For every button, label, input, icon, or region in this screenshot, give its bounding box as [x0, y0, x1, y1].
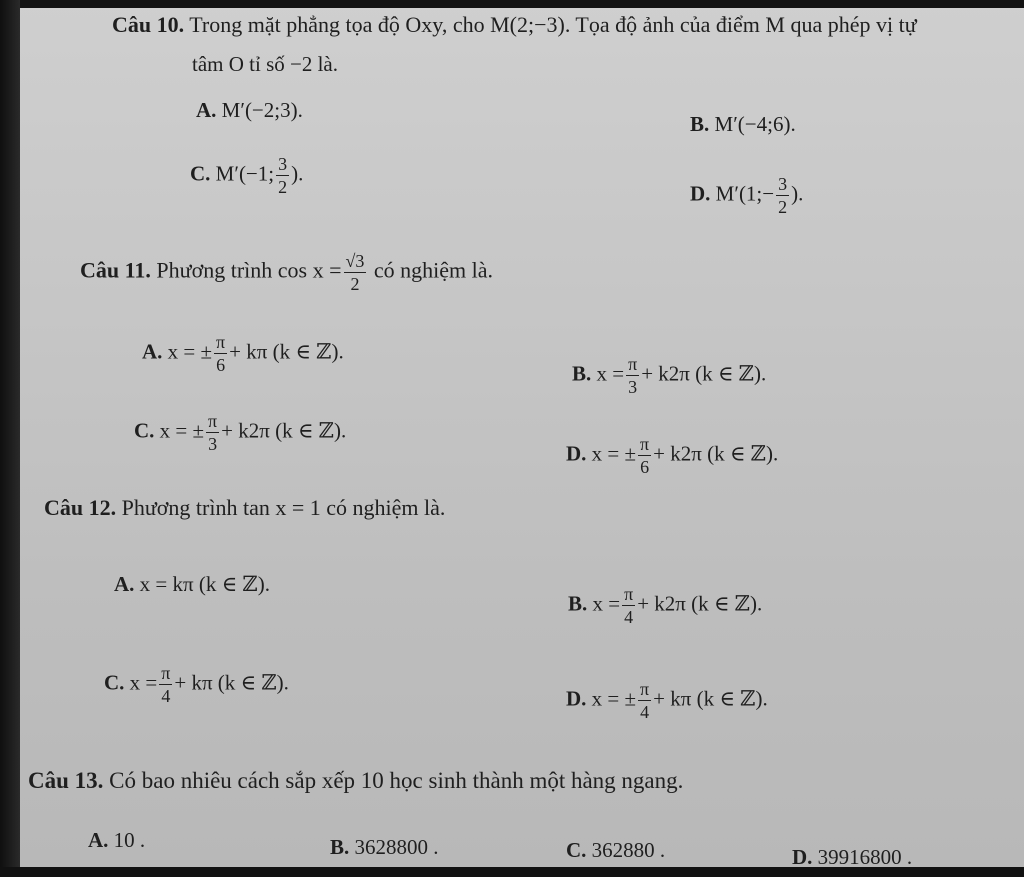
- option-text: x =: [129, 670, 158, 695]
- question-label: Câu 10.: [112, 12, 185, 37]
- question-text: Có bao nhiêu cách sắp xếp 10 học sinh thành một hàng ngang.: [109, 768, 684, 793]
- fraction: $\frac{\pi}{4}$: [624, 584, 634, 627]
- option-letter: C.: [566, 838, 587, 862]
- option-letter: D.: [792, 845, 813, 869]
- q11-option-a[interactable]: [142, 333, 344, 374]
- option-letter: A.: [196, 98, 217, 122]
- fraction: $\frac{\pi}{6}$: [216, 332, 226, 375]
- option-text: 39916800 .: [817, 845, 913, 869]
- q13-option-b[interactable]: [330, 835, 439, 860]
- photo-edge-top: [0, 0, 1024, 8]
- option-text: x = ±: [167, 339, 213, 364]
- option-text: x = ±: [591, 441, 637, 466]
- q10-option-b[interactable]: [690, 112, 796, 137]
- question-text: Phương trình tan x = 1 có nghiệm là.: [121, 495, 446, 520]
- option-letter: D.: [566, 686, 587, 711]
- option-text: M′(1;−: [715, 181, 775, 206]
- option-text: 10 .: [113, 828, 146, 852]
- option-text: 362880 .: [591, 838, 666, 862]
- option-text: + k2π (k ∈ ℤ).: [637, 591, 763, 616]
- fraction: $\frac{\pi}{4}$: [161, 663, 171, 706]
- option-letter: B.: [572, 361, 592, 386]
- option-text: x = ±: [591, 686, 637, 711]
- option-text: x =: [592, 591, 621, 616]
- option-letter: C.: [134, 418, 155, 443]
- question-text: Trong mặt phẳng tọa độ Oxy, cho M(2;−3). Tọa độ ảnh của điểm M qua phép vị tự: [189, 12, 917, 37]
- fraction: $\frac{\pi}{6}$: [640, 434, 650, 477]
- q10-option-a[interactable]: [196, 98, 303, 123]
- q12-option-c[interactable]: [104, 664, 289, 705]
- option-letter: B.: [690, 112, 710, 136]
- question-10-line2: [192, 52, 338, 77]
- fraction: $\frac{\pi}{3}$: [628, 354, 638, 397]
- q13-option-d[interactable]: [792, 845, 912, 870]
- option-text: x = ±: [159, 418, 205, 443]
- option-letter: A.: [142, 339, 163, 364]
- option-text: + kπ (k ∈ ℤ).: [229, 339, 344, 364]
- question-label: Câu 13.: [28, 768, 104, 793]
- q12-option-d[interactable]: [566, 680, 768, 721]
- question-label: Câu 11.: [80, 257, 151, 283]
- q12-option-a[interactable]: [114, 572, 270, 597]
- q11-option-c[interactable]: [134, 412, 346, 453]
- q11-option-b[interactable]: [572, 355, 766, 396]
- q12-option-b[interactable]: [568, 585, 762, 626]
- option-letter: D.: [566, 441, 587, 466]
- fraction: $\frac{√3}{2}$: [345, 251, 365, 294]
- question-10: [112, 12, 917, 38]
- option-text: M′(−1;: [215, 161, 275, 186]
- option-letter: B.: [568, 591, 588, 616]
- question-text: tâm O tỉ số −2 là.: [192, 52, 338, 76]
- q10-option-c[interactable]: [190, 155, 303, 196]
- option-text: ).: [791, 181, 804, 206]
- option-text: M′(−4;6).: [714, 112, 796, 136]
- option-letter: C.: [104, 670, 125, 695]
- option-letter: C.: [190, 161, 211, 186]
- option-text: x =: [596, 361, 625, 386]
- option-letter: A.: [114, 572, 135, 596]
- question-text: Phương trình cos x =: [156, 257, 342, 283]
- option-letter: B.: [330, 835, 350, 859]
- question-12: [44, 495, 445, 521]
- option-text: ).: [291, 161, 304, 186]
- option-text: + k2π (k ∈ ℤ).: [641, 361, 767, 386]
- photo-edge-left: [0, 0, 20, 877]
- option-text: x = kπ (k ∈ ℤ).: [139, 572, 270, 596]
- option-text: + kπ (k ∈ ℤ).: [174, 670, 289, 695]
- q10-option-d[interactable]: [690, 175, 803, 216]
- option-text: + k2π (k ∈ ℤ).: [221, 418, 347, 443]
- option-letter: D.: [690, 181, 711, 206]
- fraction: $\frac{\pi}{4}$: [640, 679, 650, 722]
- question-text: có nghiệm là.: [373, 257, 494, 283]
- question-label: Câu 12.: [44, 495, 117, 520]
- fraction: $\frac{\pi}{3}$: [208, 411, 218, 454]
- option-text: 3628800 .: [354, 835, 439, 859]
- option-text: + k2π (k ∈ ℤ).: [653, 441, 779, 466]
- option-text: + kπ (k ∈ ℤ).: [653, 686, 768, 711]
- fraction: $\frac{3}{2}$: [278, 154, 288, 197]
- question-11: [80, 252, 493, 293]
- question-13: [28, 768, 683, 794]
- fraction: $\frac{3}{2}$: [778, 174, 788, 217]
- q13-option-c[interactable]: [566, 838, 665, 863]
- option-letter: A.: [88, 828, 109, 852]
- q13-option-a[interactable]: [88, 828, 145, 853]
- option-text: M′(−2;3).: [221, 98, 303, 122]
- q11-option-d[interactable]: [566, 435, 778, 476]
